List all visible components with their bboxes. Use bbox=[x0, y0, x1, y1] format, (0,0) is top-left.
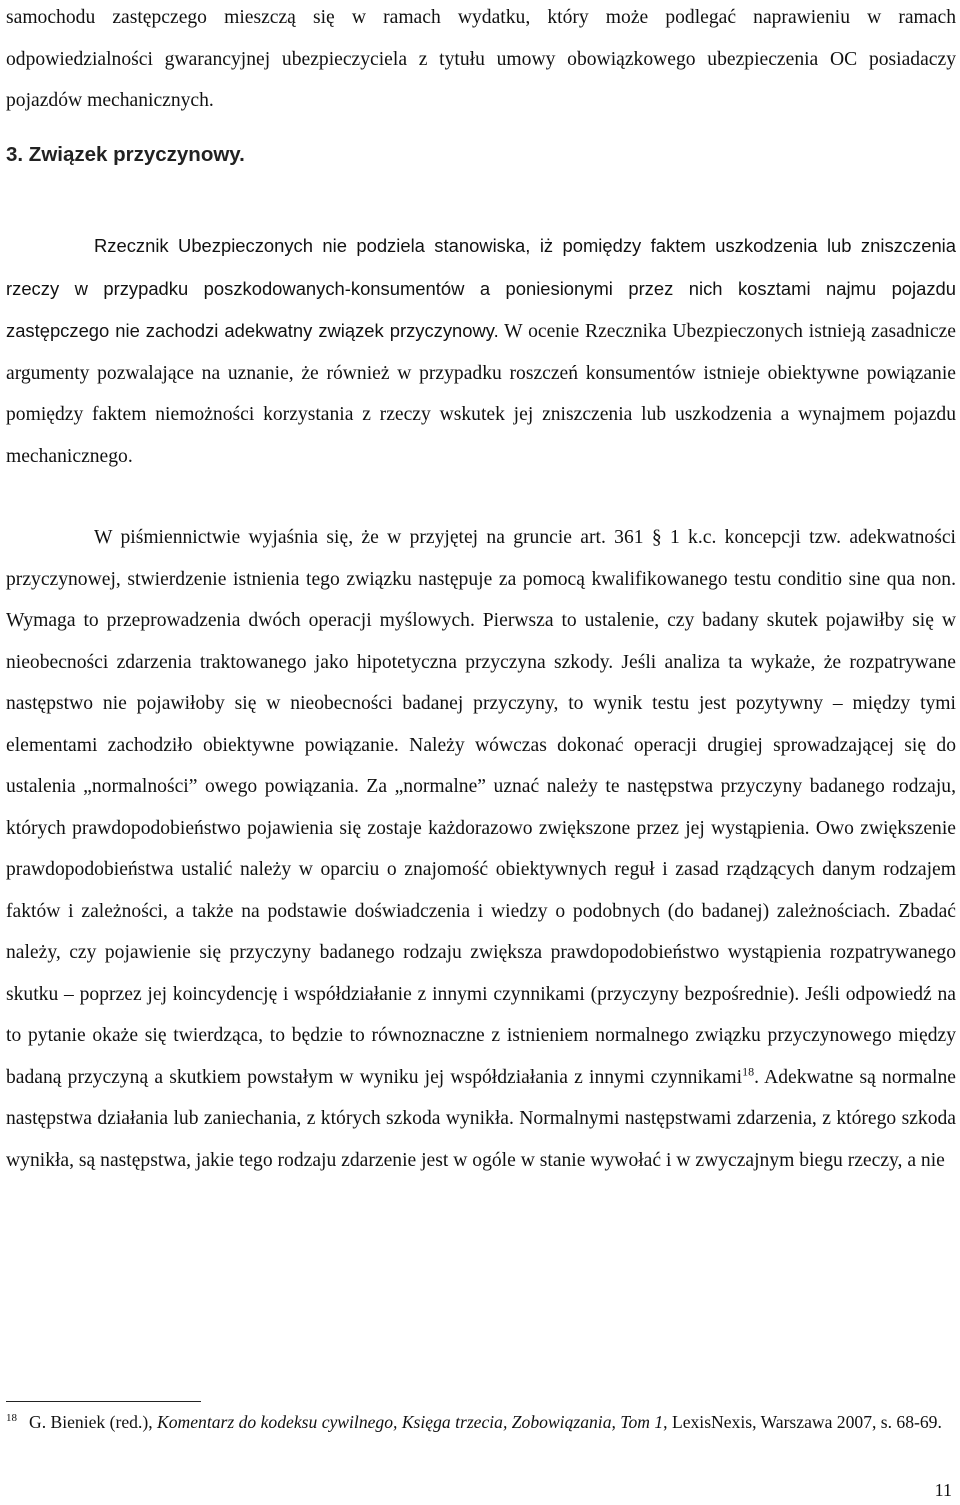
paragraph-2-part-b: W ocenie Rzecznika Ubezpieczonych istnieją zasadnicze argumenty pozwalające na uznanie, że również w przypadku roszczeń konsumentów istnieje obiektywne powiązanie pomiędzy faktem niemożności korzystania z rzeczy wskutek jej zniszczenia lub uszkodzenia a wynajmem pojazdu mechanicznego. bbox=[6, 321, 956, 467]
section-heading: 3. Związek przyczynowy. bbox=[6, 143, 245, 166]
paragraph-2 bbox=[6, 225, 956, 477]
footnote bbox=[6, 1411, 956, 1435]
paragraph-1: samochodu zastępczego mieszczą się w ramach wydatku, który może podlegać naprawieniu w ramach odpowiedzialności gwarancyjnej ubezpieczyciela z tytułu umowy obowiązkowego ubezpieczenia OC posiadaczy pojazdów mechanicznych. bbox=[6, 7, 956, 111]
paragraph-3-text-a: W piśmiennictwie wyjaśnia się, że w przyjętej na gruncie art. 361 § 1 k.c. koncepcji tzw. adekwatności przyczynowej, stwierdzenie istnienia tego związku następuje za pomocą kwalifikowanego testu conditio sine qua non. Wymaga to przeprowadzenia dwóch operacji myślowych. Pierwsza to ustalenie, czy badany skutek pojawiłby się w nieobecności zdarzenia traktowanego jako hipotetyczna przyczyna szkody. Jeśli analiza ta wykaże, że rozpatrywane następstwo nie pojawiłoby się w nieobecności badanej przyczyny, to wynik testu jest pozytywny – między tymi elementami zachodziło obiektywne powiązanie. Należy wówczas dokonać operacji drugiej sprowadzającej się do ustalenia „normalności” owego powiązania. Za „normalne” uznać należy te następstwa przyczyny badanego rodzaju, których prawdopodobieństwo pojawienia się zostaje każdorazowo zwiększone przez jej wystąpienia. Owo zwiększenie prawdopodobieństwa ustalić należy w oparciu o znajomość obiektywnych reguł i zasad rządzących danym rodzajem faktów i zależności, a także na podstawie doświadczenia i wiedzy o podobnych (do badanej) zależnościach. Zbadać należy, czy pojawienie się przyczyny badanego rodzaju zwiększa prawdopodobieństwo wystąpienia rozpatrywanego skutku – poprzez jej koincydencję i współdziałanie z innymi czynnikami (przyczyny bezpośrednie). Jeśli odpowiedź na to pytanie okaże się twierdząca, to będzie to równoznaczne z istnieniem normalnego związku przyczynowego między badaną przyczyną a skutkiem powstałym w wyniku jej współdziałania z innymi czynnikami bbox=[6, 527, 956, 1088]
paragraph-3-text-b: . Adekwatne są normalne następstwa działania lub zaniechania, z których szkoda wynikła. Normalnymi następstwami zdarzenia, z którego szkoda wynikła, są następstwa, jakie tego rodzaju zdarzenie jest w ogóle w stanie wywołać i w zwyczajnym biegu rzeczy, a nie bbox=[6, 1066, 956, 1171]
footnote-separator bbox=[6, 1401, 201, 1402]
paragraph-2-part-a: Rzecznik Ubezpieczonych nie podziela stanowiska, iż pomiędzy faktem uszkodzenia lub zniszczenia rzeczy w przypadku poszkodowanych-konsumentów a poniesionymi przez nich kosztami najmu pojazdu zastępczego nie zachodzi adekwatny związek przyczynowy. bbox=[6, 235, 956, 341]
page-number: 11 bbox=[934, 1480, 952, 1500]
paragraph-3 bbox=[6, 517, 956, 1181]
footnote-reference[interactable]: 18 bbox=[742, 1063, 755, 1078]
footnote-title: Komentarz do kodeksu cywilnego, Księga trzecia, Zobowiązania, Tom 1 bbox=[157, 1412, 664, 1432]
footnote-author: G. Bieniek (red.), bbox=[29, 1412, 158, 1432]
footnote-number: 18 bbox=[6, 1412, 17, 1425]
document-page bbox=[6, 0, 956, 1505]
footnote-rest: , LexisNexis, Warszawa 2007, s. 68-69. bbox=[663, 1412, 942, 1432]
